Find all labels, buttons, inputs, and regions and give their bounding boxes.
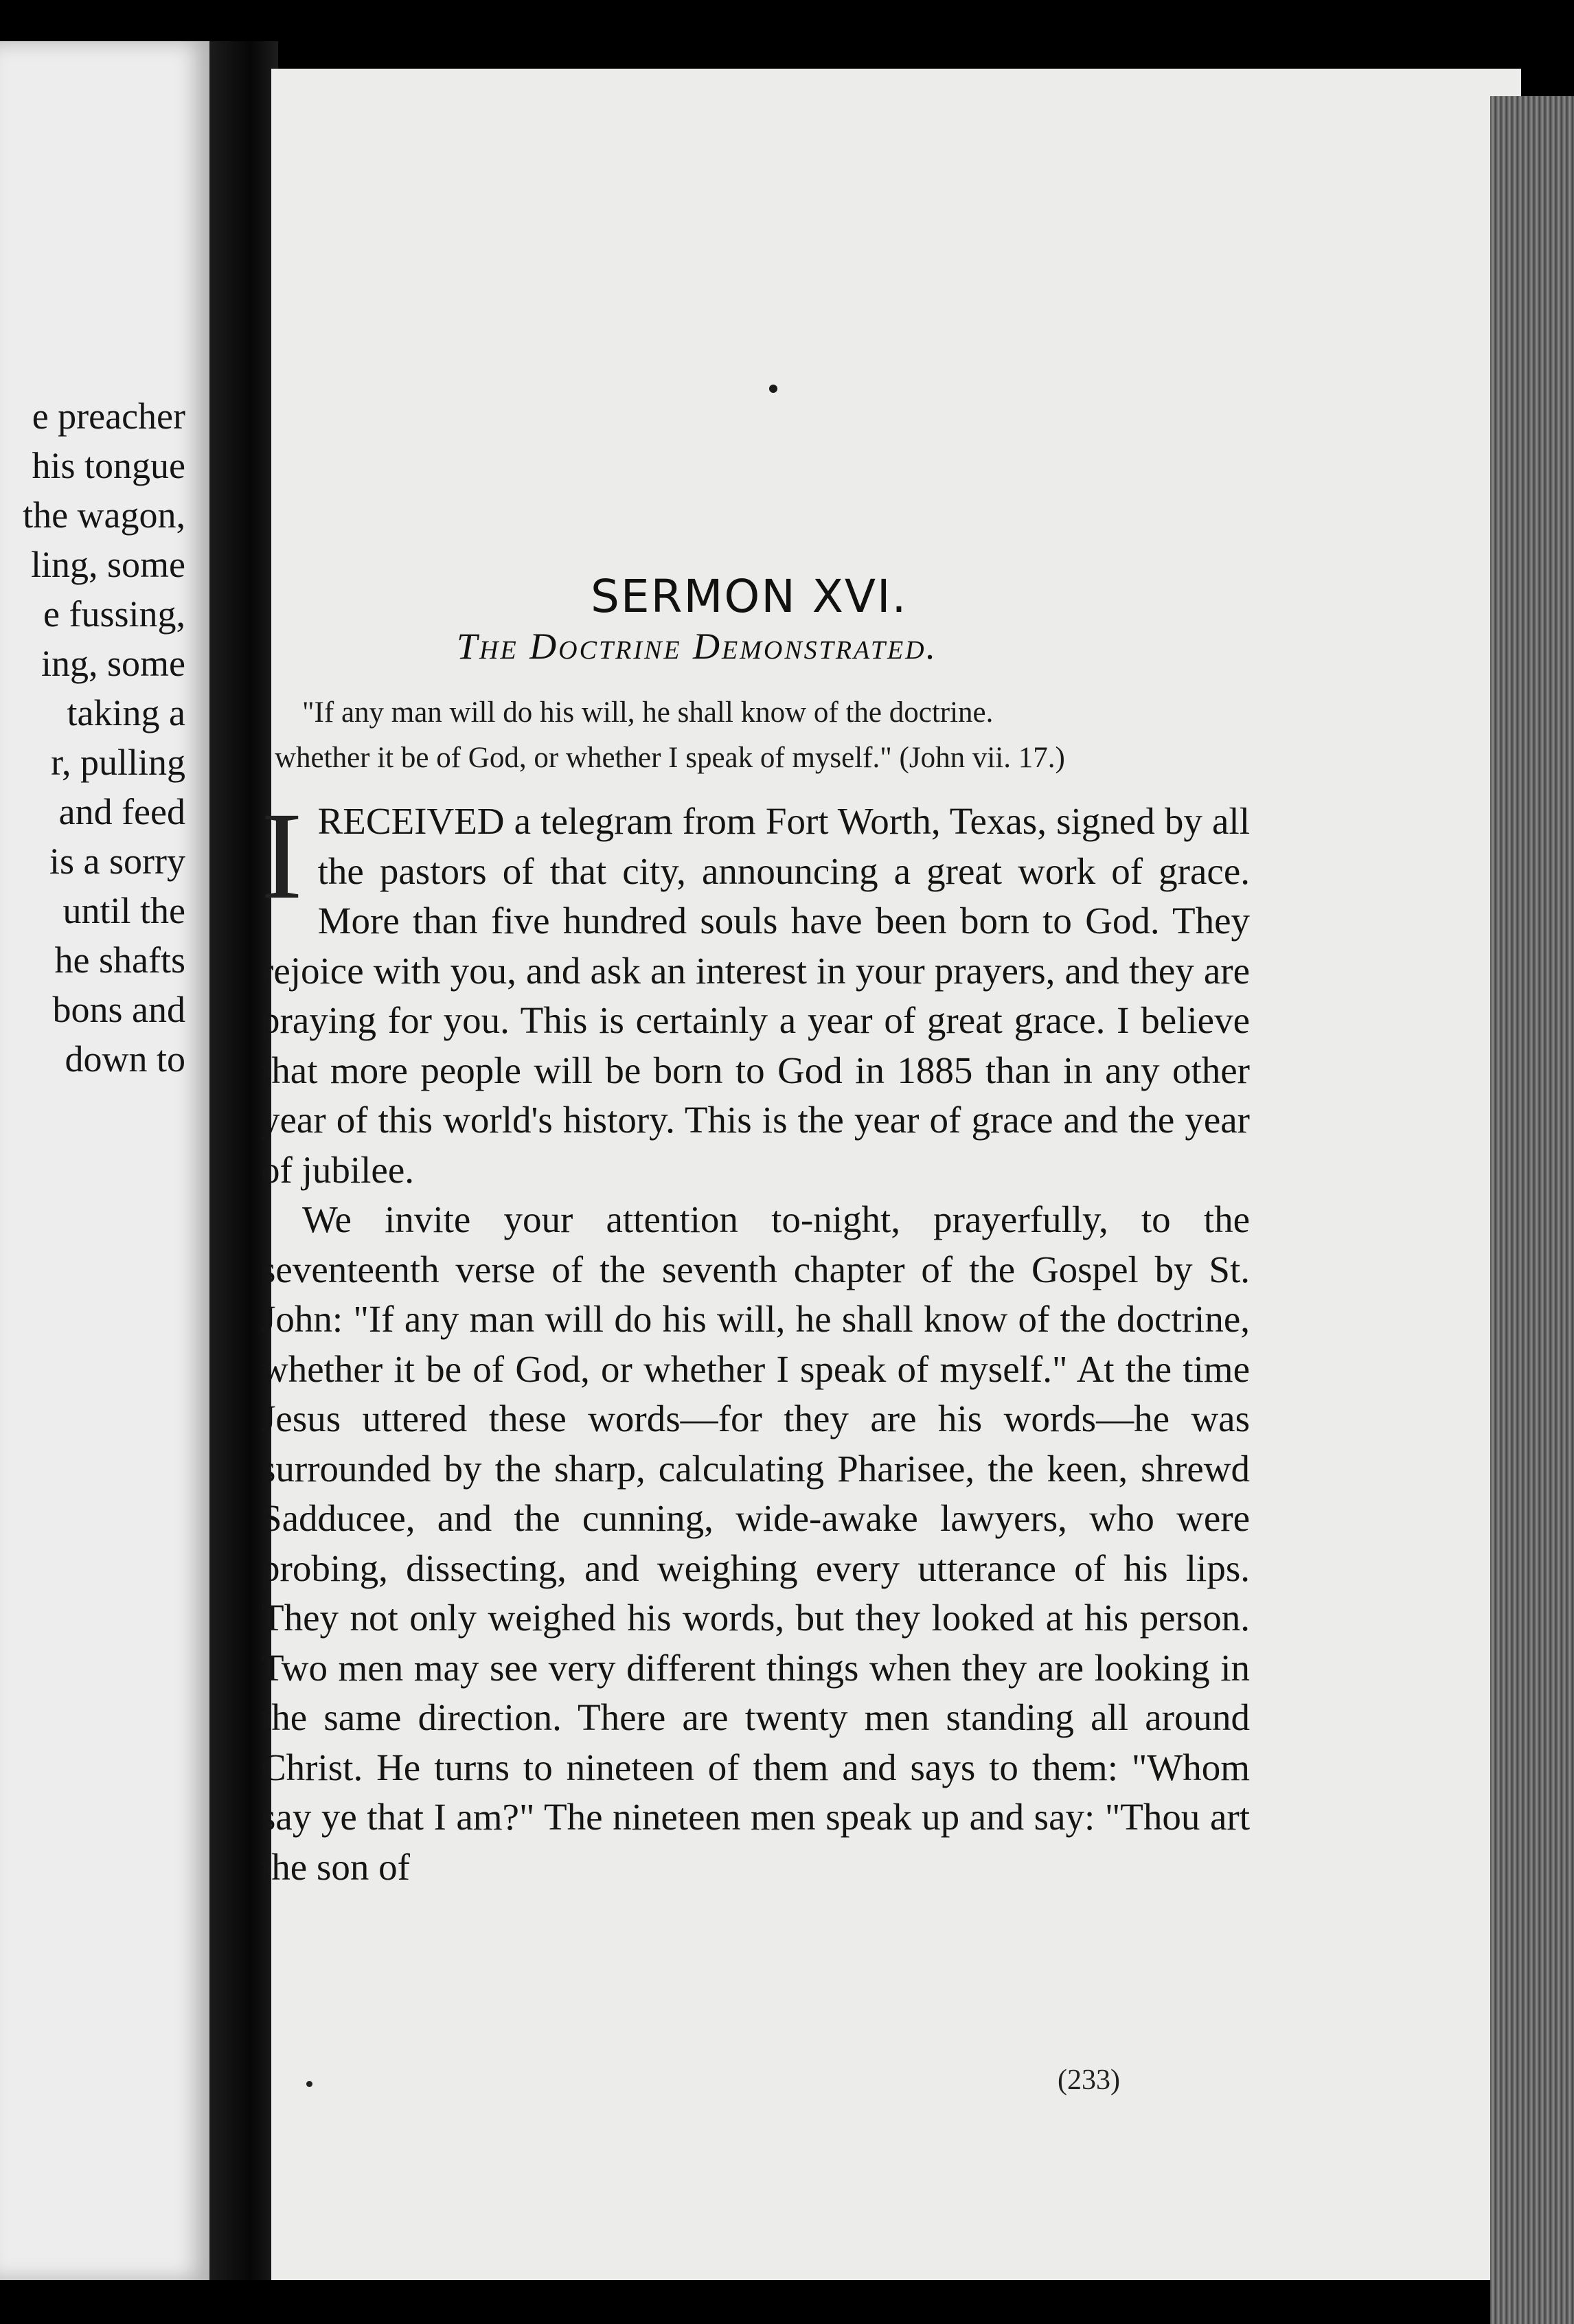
sermon-title: SERMON XVI. [591, 570, 908, 623]
left-line: ling, some [31, 544, 185, 585]
paragraph: We invite your attention to-night, prayerfully, to the seventeenth verse of the seventh chapter of the Gospel by St. John: "If any man will do his will, he shall know of the doctrine, whether it be of God, or whether I speak of myself." At the time Jesus uttered these words—for they are his words—he was surrounded by the sharp, calculating Pharisee, the keen, shrewd Sadducee, and the cunning, wide-awake lawyers, who were probing, dissecting, and weighing every utterance of his lips. They not only weighed his words, but they looked at his person. Two men may see very different things when they are looking in the same direction. There are twenty men standing all around Christ. He turns to nineteen of them and says to them: "Whom say ye that I am?" The nineteen men speak up and say: "Thou art the son of [261, 1198, 1250, 1888]
left-line: until the [62, 890, 185, 931]
left-line: is a sorry [49, 841, 185, 882]
sermon-body [261, 787, 1250, 1892]
left-line: and feed [58, 791, 185, 832]
left-line: down to [65, 1038, 185, 1080]
print-mark [306, 2081, 312, 2087]
print-mark [769, 385, 777, 393]
left-line: his tongue [32, 445, 185, 486]
epigraph [275, 690, 1257, 781]
epigraph-line: "If any man will do his will, he shall know of the doctrine. [302, 696, 994, 729]
left-line: bons and [52, 989, 185, 1030]
left-line: e fussing, [43, 593, 185, 635]
page-edges [1490, 96, 1574, 2324]
paragraph [261, 787, 1250, 1195]
epigraph-line: whether it be of God, or whether I speak of myself." (John vii. 17.) [275, 742, 1065, 774]
page-number: (233) [1058, 2064, 1120, 2096]
drop-cap: I [261, 787, 303, 925]
left-line: r, pulling [51, 742, 185, 783]
left-line: the wagon, [23, 494, 185, 536]
left-line: he shafts [54, 939, 185, 981]
left-facing-page [0, 41, 209, 2280]
paragraph-text: RECEIVED a telegram from Fort Worth, Texas, signed by all the pastors of that city, announcing a great work of grace. More than five hundred souls have been born to God. They rejoice with you, and ask an interest in your prayers, and they are praying for you. This is certainly a year of great grace. I believe that more people will be born to God in 1885 than in any other year of this world's history. This is the year of grace and the year of jubilee. [261, 800, 1250, 1191]
left-line: ing, some [41, 643, 185, 684]
left-line: taking a [67, 692, 185, 733]
left-page-text [0, 391, 206, 1084]
left-line: e preacher [32, 396, 185, 437]
sermon-subtitle: The Doctrine Demonstrated. [457, 626, 938, 667]
